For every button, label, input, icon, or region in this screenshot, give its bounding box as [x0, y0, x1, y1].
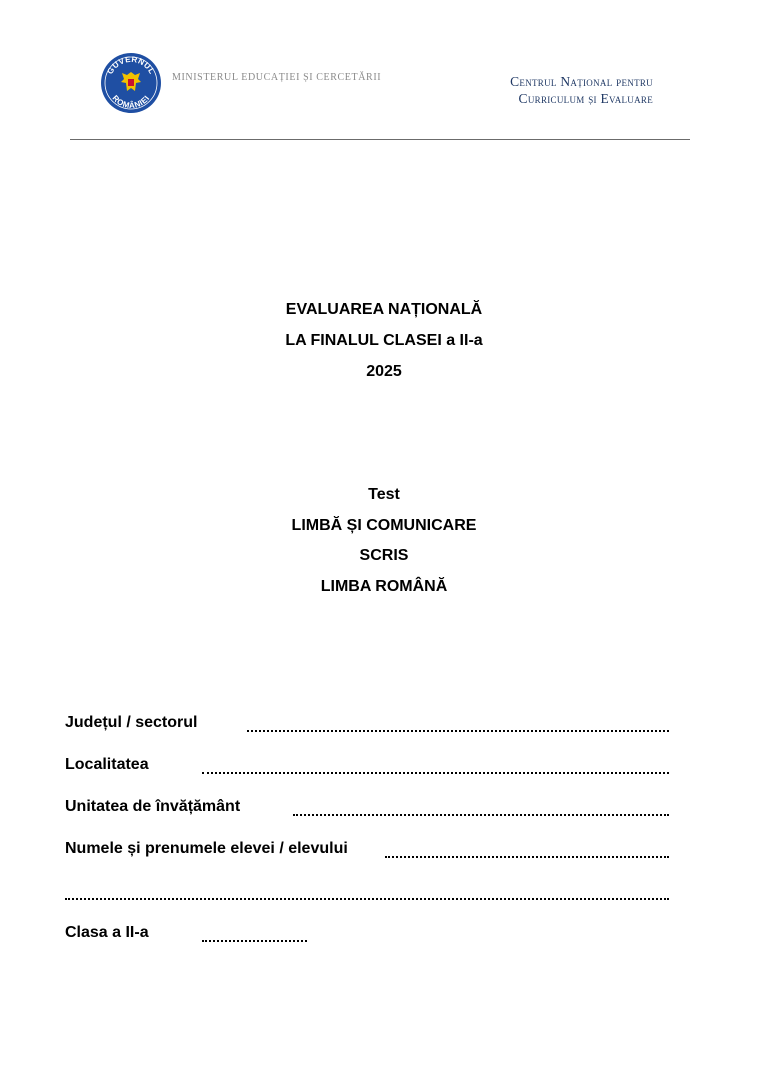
svg-text:ROMÂNIEI: ROMÂNIEI	[110, 93, 152, 111]
class-row	[65, 920, 675, 962]
exam-title-line-1: EVALUAREA NAȚIONALĂ	[285, 301, 483, 318]
student-name-field[interactable]	[385, 836, 669, 858]
center-name-line-2: Curriculum și Evaluare	[518, 91, 653, 106]
county-row	[65, 710, 675, 752]
school-row	[65, 794, 675, 836]
test-title	[0, 480, 768, 602]
student-name-continuation-field[interactable]	[65, 878, 669, 900]
school-field[interactable]	[293, 794, 669, 816]
center-name	[393, 73, 653, 107]
document-header	[0, 0, 768, 150]
ministry-name: MINISTERUL EDUCAȚIEI ȘI CERCETĂRII	[172, 72, 382, 83]
test-mode: SCRIS	[359, 547, 409, 564]
county-field[interactable]	[247, 710, 669, 732]
county-label: Județul / sectorul	[65, 714, 198, 731]
test-subject: LIMBĂ ȘI COMUNICARE	[291, 516, 477, 534]
student-name-label: Numele și prenumele elevei / elevului	[65, 840, 348, 857]
svg-text:GUVERNUL: GUVERNUL	[105, 54, 157, 76]
school-label: Unitatea de învățământ	[65, 798, 241, 815]
class-field[interactable]	[202, 920, 307, 942]
exam-year: 2025	[366, 363, 402, 380]
class-label: Clasa a II-a	[65, 924, 149, 941]
test-label: Test	[368, 486, 400, 503]
locality-label: Localitatea	[65, 756, 149, 773]
government-seal-icon	[100, 52, 162, 114]
exam-title-line-2: LA FINALUL CLASEI a II-a	[285, 332, 483, 349]
student-info-form	[65, 710, 675, 962]
student-name-continuation-row	[65, 878, 675, 920]
exam-title	[0, 294, 768, 387]
student-name-row	[65, 836, 675, 878]
locality-row	[65, 752, 675, 794]
locality-field[interactable]	[202, 752, 669, 774]
header-divider	[70, 139, 690, 140]
test-language: LIMBA ROMÂNĂ	[320, 577, 448, 595]
center-name-line-1: Centrul Național pentru	[510, 74, 653, 89]
